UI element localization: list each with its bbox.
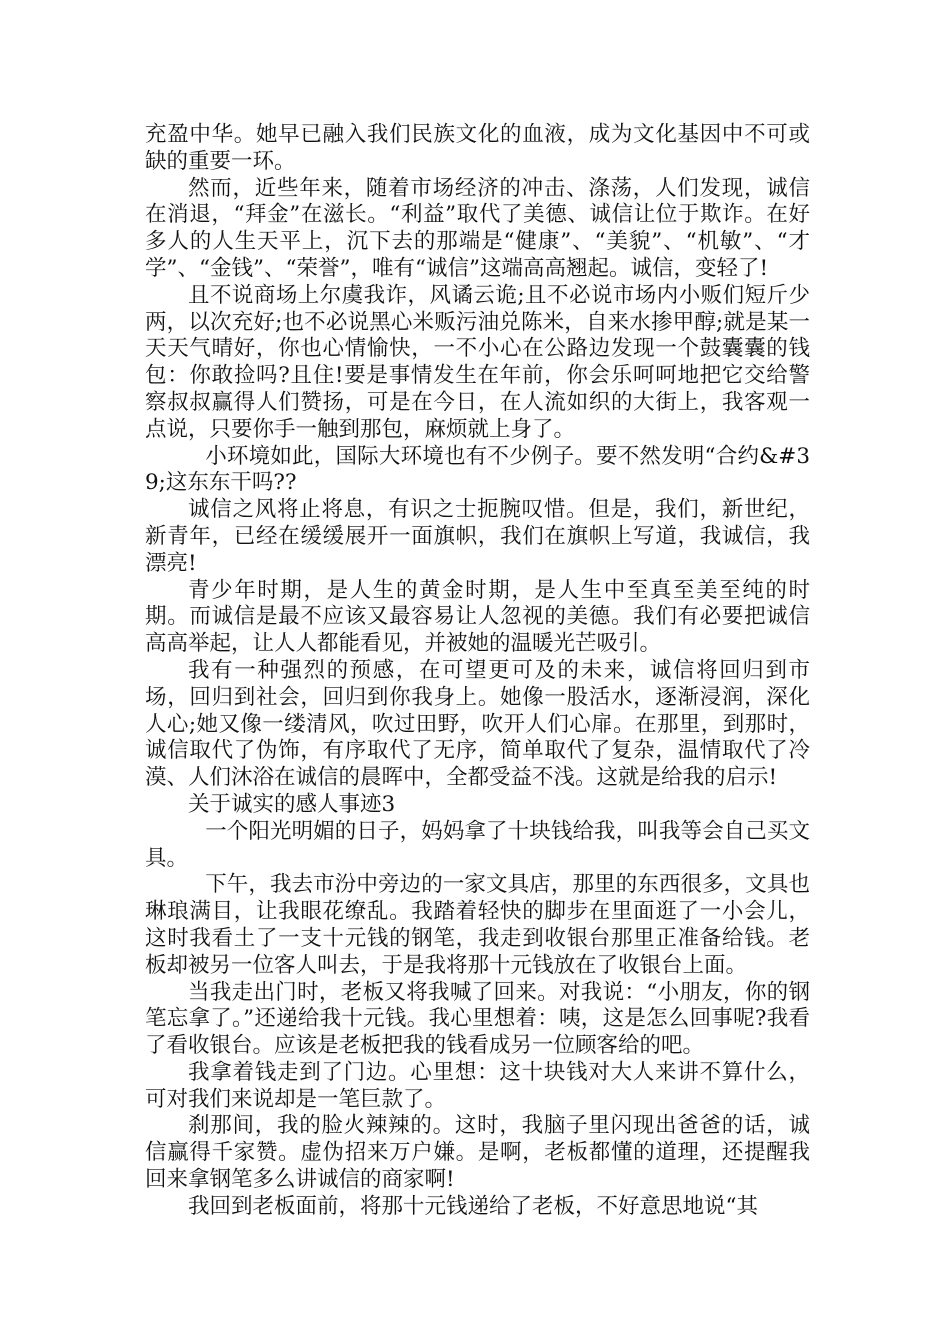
paragraph: 充盈中华。她早已融入我们民族文化的血液，成为文化基因中不可或缺的重要一环。: [145, 122, 810, 174]
paragraph: 我有一种强烈的预感，在可望更可及的未来，诚信将回归到市场，回归到社会，回归到你我身上。她像一股活水，逐渐浸润，深化人心;她又像一缕清风，吹过田野，吹开人们心扉。在那里，到那时，诚信取代了伪饰，有序取代了无序，简单取代了复杂，温情取代了冷漠、人们沐浴在诚信的晨晖中，全都受益不浅。这就是给我的启示!: [145, 657, 810, 791]
paragraph: 且不说商场上尔虞我诈，风谲云诡;且不必说市场内小贩们短斤少两，以次充好;也不必说黑心米贩污油兑陈米，自来水掺甲醇;就是某一天天气晴好，你也心情愉快，一不小心在公路边发现一个鼓囊囊的钱包：你敢捡吗?且住!要是事情发生在年前，你会乐呵呵地把它交给警察叔叔赢得人们赞扬，可是在今日，在人流如织的大街上，我客观一点说，只要你手一触到那包，麻烦就上身了。: [145, 282, 810, 442]
paragraph: 然而，近些年来，随着市场经济的冲击、涤荡，人们发现，诚信在消退，“拜金”在滋长。“利益”取代了美德、诚信让位于欺诈。在好多人的人生天平上，沉下去的那端是“健康”、“美貌”、“机敏”、“才学”、“金钱”、“荣誉”，唯有“诚信”这端高高翘起。诚信，变轻了!: [145, 175, 810, 281]
document-body: [145, 122, 810, 1221]
section-heading: 关于诚实的感人事迹3: [188, 791, 396, 817]
paragraph: 一个阳光明媚的日子，妈妈拿了十块钱给我，叫我等会自己买文具。: [145, 818, 810, 871]
paragraph: 诚信之风将止将息，有识之士扼腕叹惜。但是，我们，新世纪，新青年，已经在缓缓展开一面旗帜，我们在旗帜上写道，我诚信，我漂亮!: [145, 497, 810, 576]
paragraph: 我回到老板面前，将那十元钱递给了老板，不好意思地说“其: [188, 1193, 758, 1219]
paragraph: 当我走出门时，老板又将我喊了回来。对我说：“小朋友，你的钢笔忘拿了。”还递给我十元钱。我心里想着：咦，这是怎么回事呢?我看了看收银台。应该是老板把我的钱看成另一位顾客给的吧。: [145, 979, 810, 1059]
paragraph: 青少年时期，是人生的黄金时期，是人生中至真至美至纯的时期。而诚信是最不应该又最容易让人忽视的美德。我们有必要把诚信高高举起，让人人都能看见，并被她的温暖光芒吸引。: [145, 577, 810, 657]
paragraph: 我拿着钱走到了门边。心里想：这十块钱对大人来讲不算什么，可对我们来说却是一笔巨款了。: [145, 1059, 810, 1112]
paragraph: 刹那间，我的脸火辣辣的。这时，我脑子里闪现出爸爸的话，诚信赢得千家赞。虚伪招来万户嫌。是啊，老板都懂的道理，还提醒我回来拿钢笔多么讲诚信的商家啊!: [145, 1113, 810, 1193]
paragraph: 小环境如此，国际大环境也有不少例子。要不然发明“合约&#39;这东东干吗??: [145, 443, 810, 496]
paragraph: 下午，我去市汾中旁边的一家文具店，那里的东西很多，文具也琳琅满目，让我眼花缭乱。我踏着轻快的脚步在里面逛了一小会儿，这时我看土了一支十元钱的钢笔，我走到收银台那里正准备给钱。老板却被另一位客人叫去，于是我将那十元钱放在了收银台上面。: [145, 872, 810, 978]
